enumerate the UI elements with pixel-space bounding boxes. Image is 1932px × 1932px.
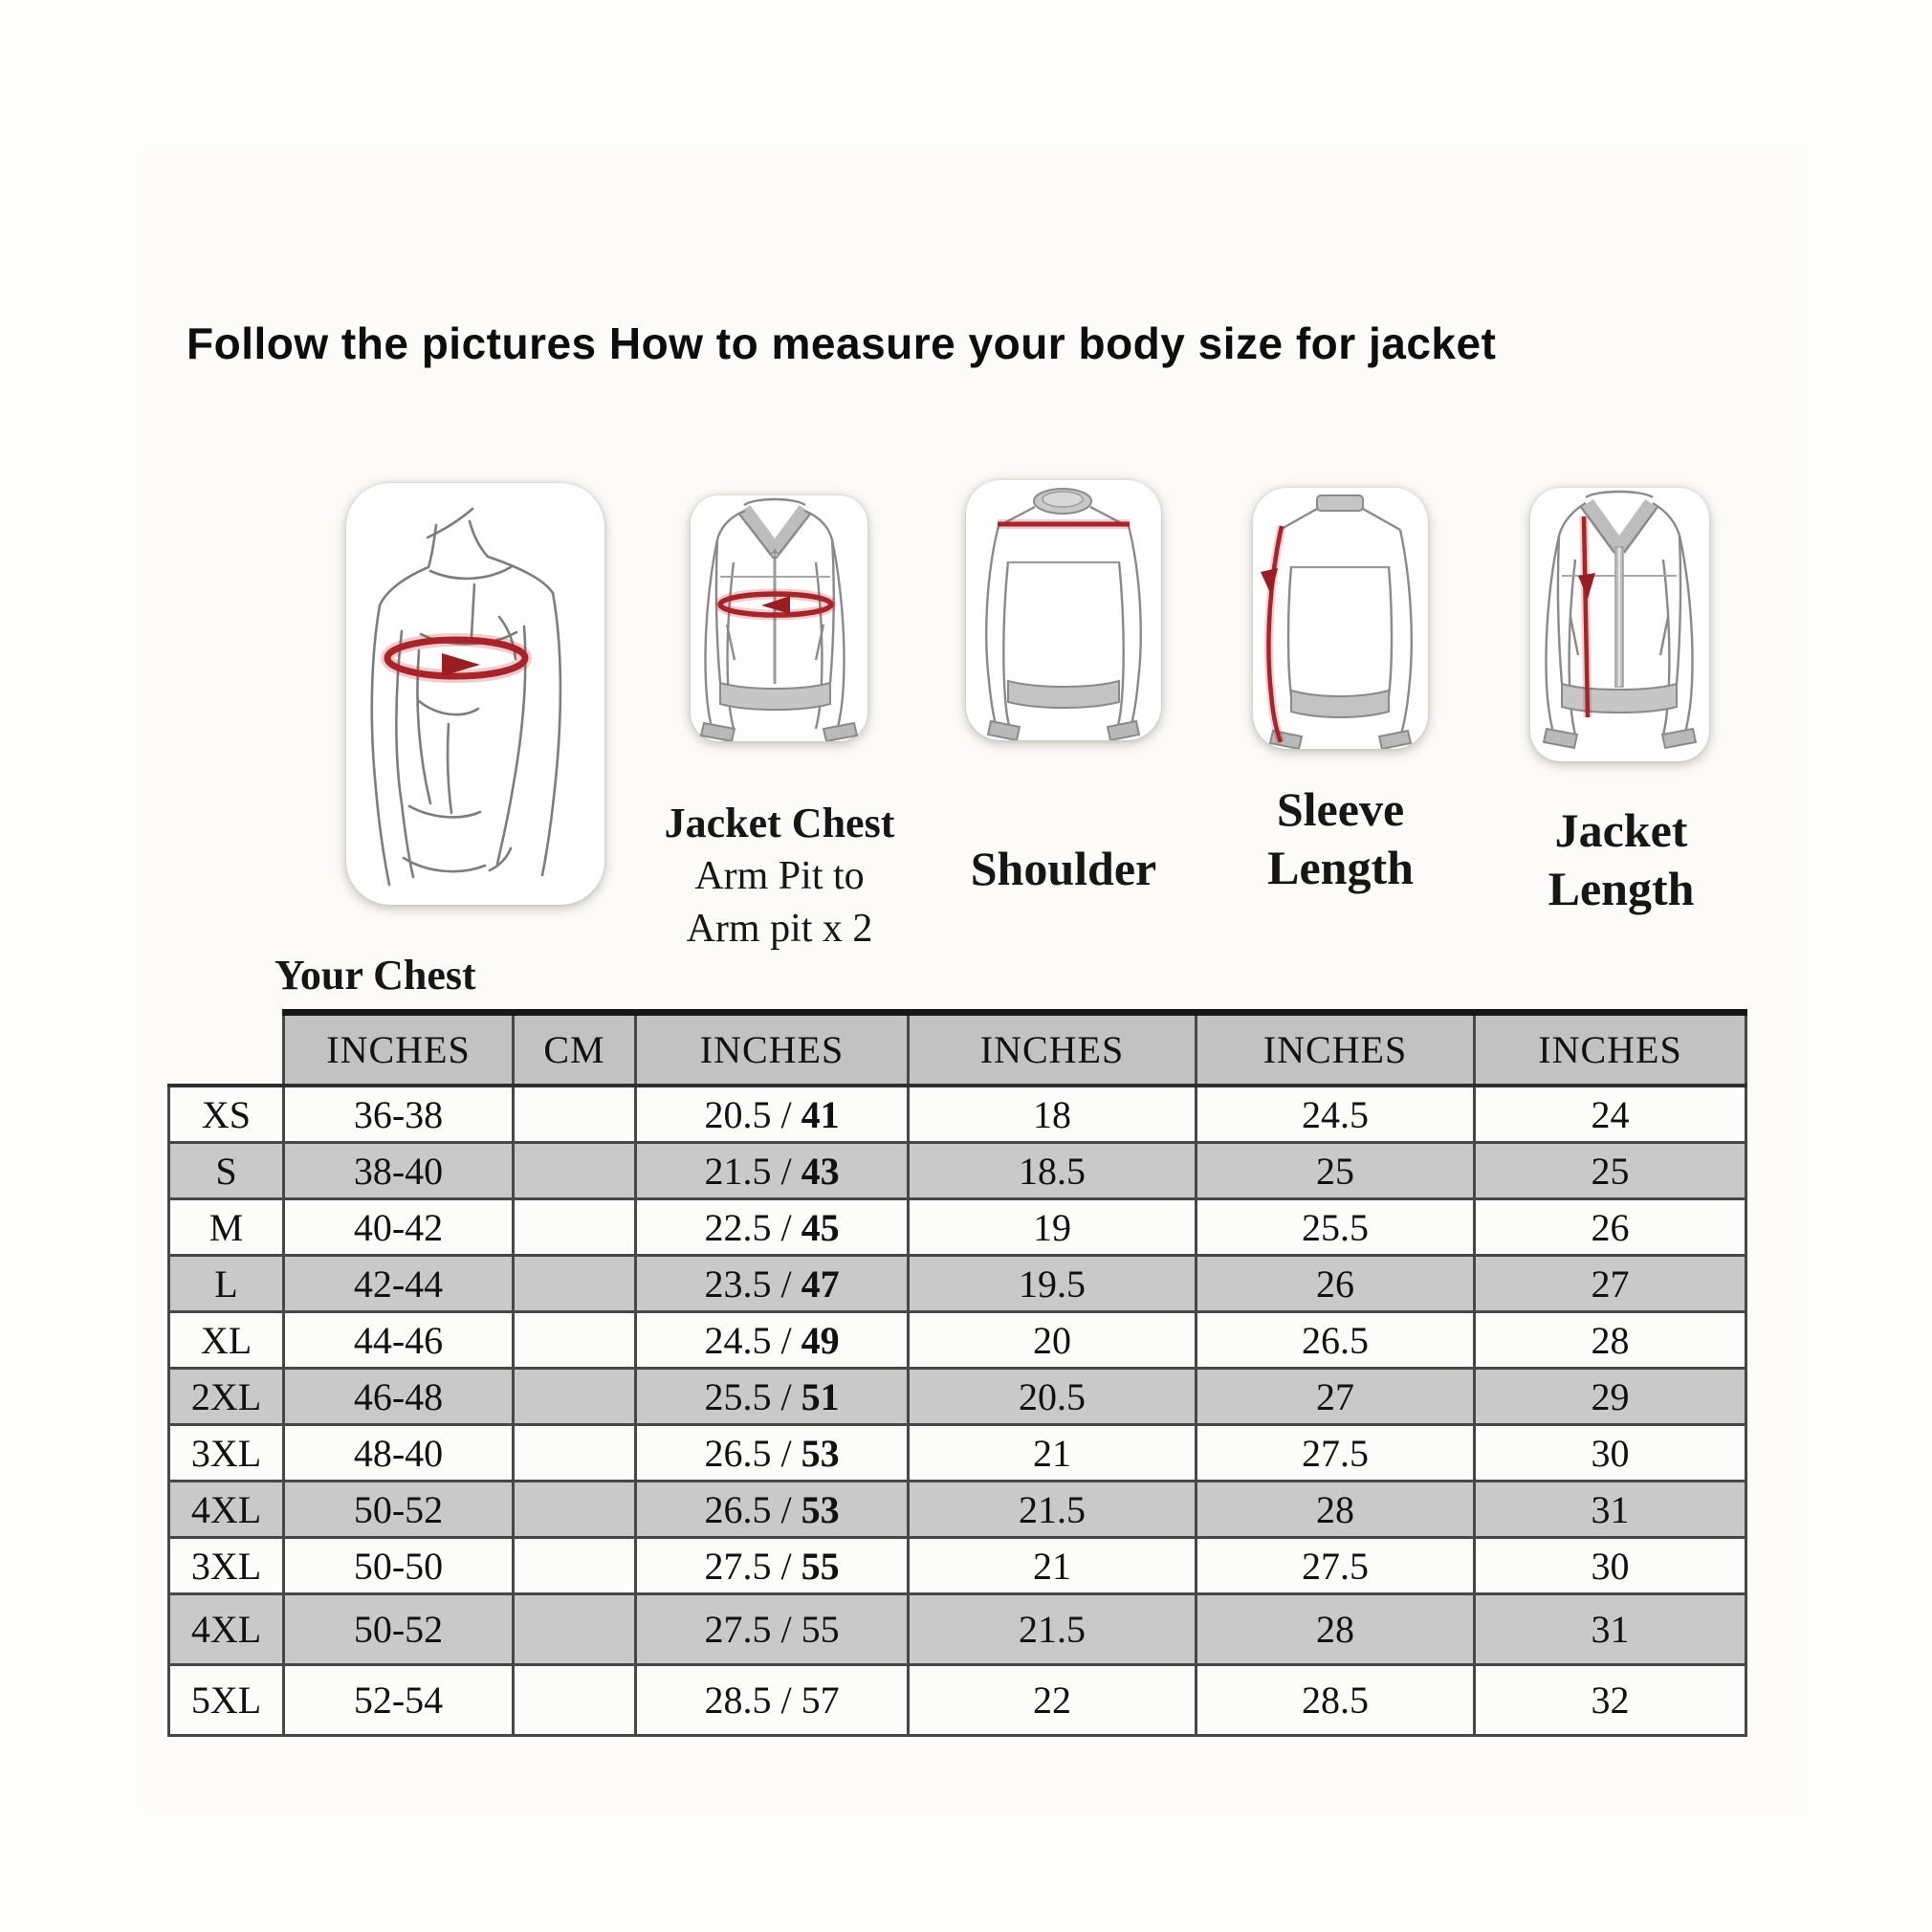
jacket-chest-label: Jacket Chest	[664, 800, 895, 846]
sleeve-length-label: Sleeve Length	[1267, 782, 1414, 894]
table-row: XL 44-46 24.5 / 49 20 26.5 28	[169, 1312, 1746, 1369]
jacket-chest-caption	[622, 796, 937, 955]
body-chest-panel	[346, 483, 604, 905]
jacket-chest-panel	[691, 495, 867, 741]
body-chest-illustration	[346, 483, 604, 905]
shoulder-illustration	[966, 480, 1161, 740]
table-row: 3XL 48-40 26.5 / 53 21 27.5 30	[169, 1425, 1746, 1482]
jacket-chest-line2: Arm Pit to	[694, 854, 865, 899]
jacket-length-illustration	[1530, 488, 1709, 761]
page-title: Follow the pictures How to measure your body size for jacket	[187, 318, 1497, 368]
sleeve-length-panel	[1253, 488, 1428, 749]
chest-measure-ellipse	[387, 640, 525, 676]
col-header-sleeve-inches: INCHES	[1197, 1013, 1475, 1087]
table-row: M 40-42 22.5 / 45 19 25.5 26	[169, 1199, 1746, 1256]
col-header-shoulder-inches: INCHES	[909, 1013, 1197, 1087]
table-header-row	[169, 1013, 1746, 1087]
shoulder-label: Shoulder	[970, 842, 1157, 895]
sleeve-measure-line	[1261, 526, 1282, 742]
table-row: S 38-40 21.5 / 43 18.5 25 25	[169, 1143, 1746, 1199]
size-table	[167, 1009, 1747, 1737]
your-chest-label: Your Chest	[274, 952, 476, 999]
sleeve-length-illustration	[1253, 488, 1428, 749]
table-row: 2XL 46-48 25.5 / 51 20.5 27 29	[169, 1369, 1746, 1425]
jacket-chest-measure-ellipse	[720, 594, 831, 615]
table-row: 3XL 50-50 27.5 / 55 21 27.5 30	[169, 1538, 1746, 1594]
col-header-length-inches: INCHES	[1475, 1013, 1746, 1087]
table-row: 4XL 50-52 27.5 / 55 21.5 28 31	[169, 1594, 1746, 1665]
shoulder-panel	[966, 480, 1161, 740]
table-row: 4XL 50-52 26.5 / 53 21.5 28 31	[169, 1482, 1746, 1538]
jacket-length-label: Jacket Length	[1548, 803, 1695, 915]
table-row: L 42-44 23.5 / 47 19.5 26 27	[169, 1256, 1746, 1312]
size-column-header	[169, 1013, 284, 1087]
col-header-cm: CM	[514, 1013, 636, 1087]
col-header-jacket-chest-inches: INCHES	[636, 1013, 909, 1087]
table-row: 5XL 52-54 28.5 / 57 22 28.5 32	[169, 1665, 1746, 1736]
jacket-length-panel	[1530, 488, 1709, 761]
jacket-chest-illustration	[691, 495, 867, 741]
table-row: XS 36-38 20.5 / 41 18 24.5 24	[169, 1086, 1746, 1143]
jacket-chest-line3: Arm pit x 2	[686, 906, 873, 951]
arrow-down-icon	[1578, 573, 1595, 599]
col-header-chest-inches: INCHES	[284, 1013, 514, 1087]
